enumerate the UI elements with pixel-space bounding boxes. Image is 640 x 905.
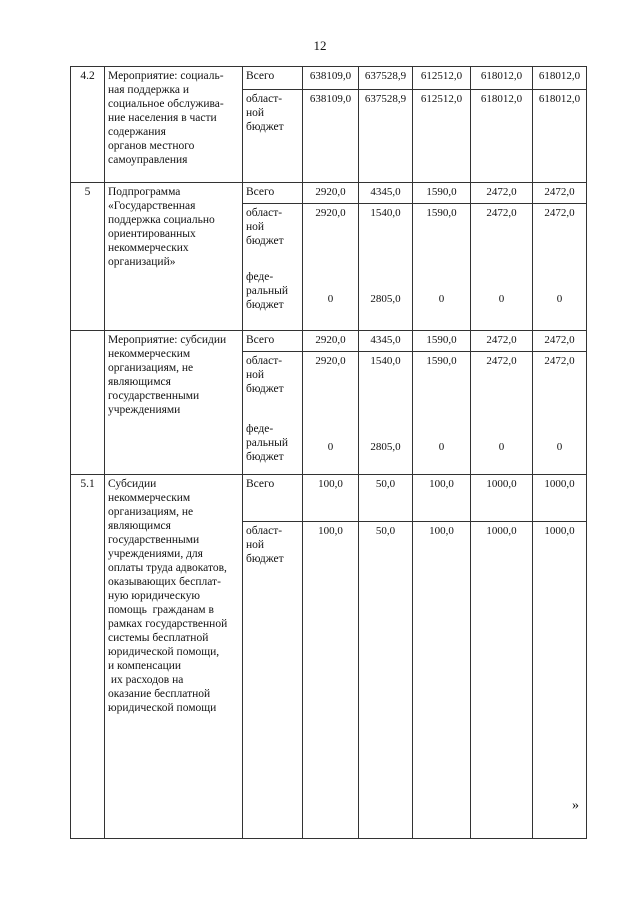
value-cell: 2472,0: [533, 352, 587, 421]
value-cell: 637528,9: [359, 90, 413, 183]
value-cell: 618012,0: [471, 67, 533, 90]
value-cell: 4345,0: [359, 331, 413, 352]
value-cell: 618012,0: [471, 90, 533, 183]
row-name-line: самоуправления: [108, 154, 188, 166]
value-cell: 1000,0: [471, 475, 533, 522]
row-name-line: поддержка социально: [108, 214, 215, 226]
source-label-line: област-: [246, 93, 283, 105]
value-cell: 0: [471, 420, 533, 475]
total-label: Всего: [243, 331, 303, 352]
value-cell: 50,0: [359, 522, 413, 839]
value-cell: 2805,0: [359, 420, 413, 475]
source-label-line: ной: [246, 107, 265, 119]
value-cell: 1590,0: [413, 352, 471, 421]
source-label-line: ральный: [246, 285, 288, 297]
source-label-line: област-: [246, 355, 283, 367]
row-name-line: учреждениями, для: [108, 548, 203, 560]
value-cell: 2472,0: [471, 183, 533, 204]
value-cell: 100,0: [413, 522, 471, 839]
value-cell: 2472,0: [533, 331, 587, 352]
row-name-line: оказание бесплатной: [108, 688, 211, 700]
row-name-line: помощь гражданам в: [108, 604, 214, 616]
row-name: [105, 475, 243, 839]
row-name-line: органов местного: [108, 140, 195, 152]
source-label-line: ной: [246, 539, 265, 551]
value-cell: 2920,0: [303, 352, 359, 421]
row-name-line: государственными: [108, 534, 200, 546]
row-name-line: ная поддержка и: [108, 84, 190, 96]
source-label-line: област-: [246, 525, 283, 537]
value-cell: 1590,0: [413, 183, 471, 204]
source-label-line: бюджет: [246, 383, 284, 395]
row-name-line: организациям, не: [108, 362, 194, 374]
row-name-line: их расходов на: [108, 674, 184, 686]
value-cell: 0: [413, 268, 471, 331]
table-row: [71, 67, 587, 90]
value-cell: 1000,0: [471, 522, 533, 839]
row-name-line: некоммерческим: [108, 492, 191, 504]
value-cell: 100,0: [303, 522, 359, 839]
value-cell: 638109,0: [303, 67, 359, 90]
row-name-line: Мероприятие: социаль-: [108, 70, 224, 82]
row-name: [105, 183, 243, 331]
value-cell: 612512,0: [413, 67, 471, 90]
row-name-line: оплаты труда адвокатов,: [108, 562, 227, 574]
source-label-line: ральный: [246, 437, 288, 449]
value-cell: 2472,0: [533, 204, 587, 269]
row-number: [71, 331, 105, 475]
value-cell: 0: [413, 420, 471, 475]
table-row: [71, 183, 587, 204]
value-cell: 1590,0: [413, 204, 471, 269]
row-name-line: содержания: [108, 126, 166, 138]
row-name-line: юридической помощи,: [108, 646, 220, 658]
total-label: Всего: [243, 183, 303, 204]
value-cell: 2472,0: [533, 183, 587, 204]
value-cell: 2805,0: [359, 268, 413, 331]
value-cell: 1000,0: [533, 475, 587, 522]
source-label-line: бюджет: [246, 121, 284, 133]
table-row: [71, 475, 587, 522]
source-label-line: бюджет: [246, 235, 284, 247]
source-label-line: ной: [246, 369, 265, 381]
row-name-line: некоммерческих: [108, 242, 189, 254]
source-label: [243, 522, 303, 839]
total-label: Всего: [243, 67, 303, 90]
row-number: 5.1: [71, 475, 105, 839]
value-cell: 618012,0: [533, 90, 587, 183]
source-label-line: бюджет: [246, 299, 284, 311]
value-cell: 1540,0: [359, 352, 413, 421]
value-cell: 2920,0: [303, 331, 359, 352]
value-cell: 100,0: [303, 475, 359, 522]
value-cell: 0: [533, 420, 587, 475]
row-number: 5: [71, 183, 105, 331]
source-label: [243, 268, 303, 331]
row-name-line: организациям, не: [108, 506, 194, 518]
source-label: [243, 420, 303, 475]
value-cell: 638109,0: [303, 90, 359, 183]
source-label-line: област-: [246, 207, 283, 219]
row-name: [105, 331, 243, 475]
source-label: [243, 90, 303, 183]
value-cell: 2920,0: [303, 204, 359, 269]
row-number: 4.2: [71, 67, 105, 183]
value-cell: 2472,0: [471, 352, 533, 421]
row-name-line: Подпрограмма: [108, 186, 181, 198]
value-cell: 618012,0: [533, 67, 587, 90]
value-cell: 0: [471, 268, 533, 331]
value-cell: 2472,0: [471, 331, 533, 352]
row-name-line: учреждениями: [108, 404, 181, 416]
row-name-line: социальное обслужива-: [108, 98, 224, 110]
row-name-line: оказывающих бесплат-: [108, 576, 221, 588]
source-label-line: бюджет: [246, 451, 284, 463]
row-name-line: юридической помощи: [108, 702, 217, 714]
value-cell: 637528,9: [359, 67, 413, 90]
row-name-line: Мероприятие: субсидии: [108, 334, 227, 346]
budget-table: [70, 66, 587, 839]
source-label-line: ной: [246, 221, 265, 233]
row-name-line: государственными: [108, 390, 200, 402]
value-cell: 50,0: [359, 475, 413, 522]
value-cell: 4345,0: [359, 183, 413, 204]
row-name-line: являющимся: [108, 520, 171, 532]
value-cell: 2920,0: [303, 183, 359, 204]
source-label-line: феде-: [246, 271, 274, 283]
value-cell: 0: [303, 268, 359, 331]
value-cell: 1590,0: [413, 331, 471, 352]
row-name-line: рамках государственной: [108, 618, 228, 630]
row-name-line: некоммерческим: [108, 348, 191, 360]
value-cell: 100,0: [413, 475, 471, 522]
row-name-line: Субсидии: [108, 478, 157, 490]
table-row: [71, 331, 587, 352]
row-name-line: организаций»: [108, 256, 176, 268]
row-name: [105, 67, 243, 183]
value-cell: 1000,0: [533, 522, 587, 839]
value-cell: 1540,0: [359, 204, 413, 269]
value-cell: 2472,0: [471, 204, 533, 269]
row-name-line: ориентированных: [108, 228, 196, 240]
row-name-line: системы бесплатной: [108, 632, 209, 644]
row-name-line: и компенсации: [108, 660, 182, 672]
value-cell: 0: [303, 420, 359, 475]
row-name-line: ние населения в части: [108, 112, 217, 124]
row-name-line: являющимся: [108, 376, 171, 388]
source-label-line: бюджет: [246, 553, 284, 565]
source-label: [243, 204, 303, 269]
row-name-line: «Государственная: [108, 200, 196, 212]
source-label-line: феде-: [246, 423, 274, 435]
value-cell: 0: [533, 268, 587, 331]
row-name-line: ную юридическую: [108, 590, 200, 602]
source-label: [243, 352, 303, 421]
closing-quote-mark: »: [572, 798, 579, 813]
total-label: Всего: [243, 475, 303, 522]
value-cell: 612512,0: [413, 90, 471, 183]
page-number: 12: [313, 38, 327, 53]
